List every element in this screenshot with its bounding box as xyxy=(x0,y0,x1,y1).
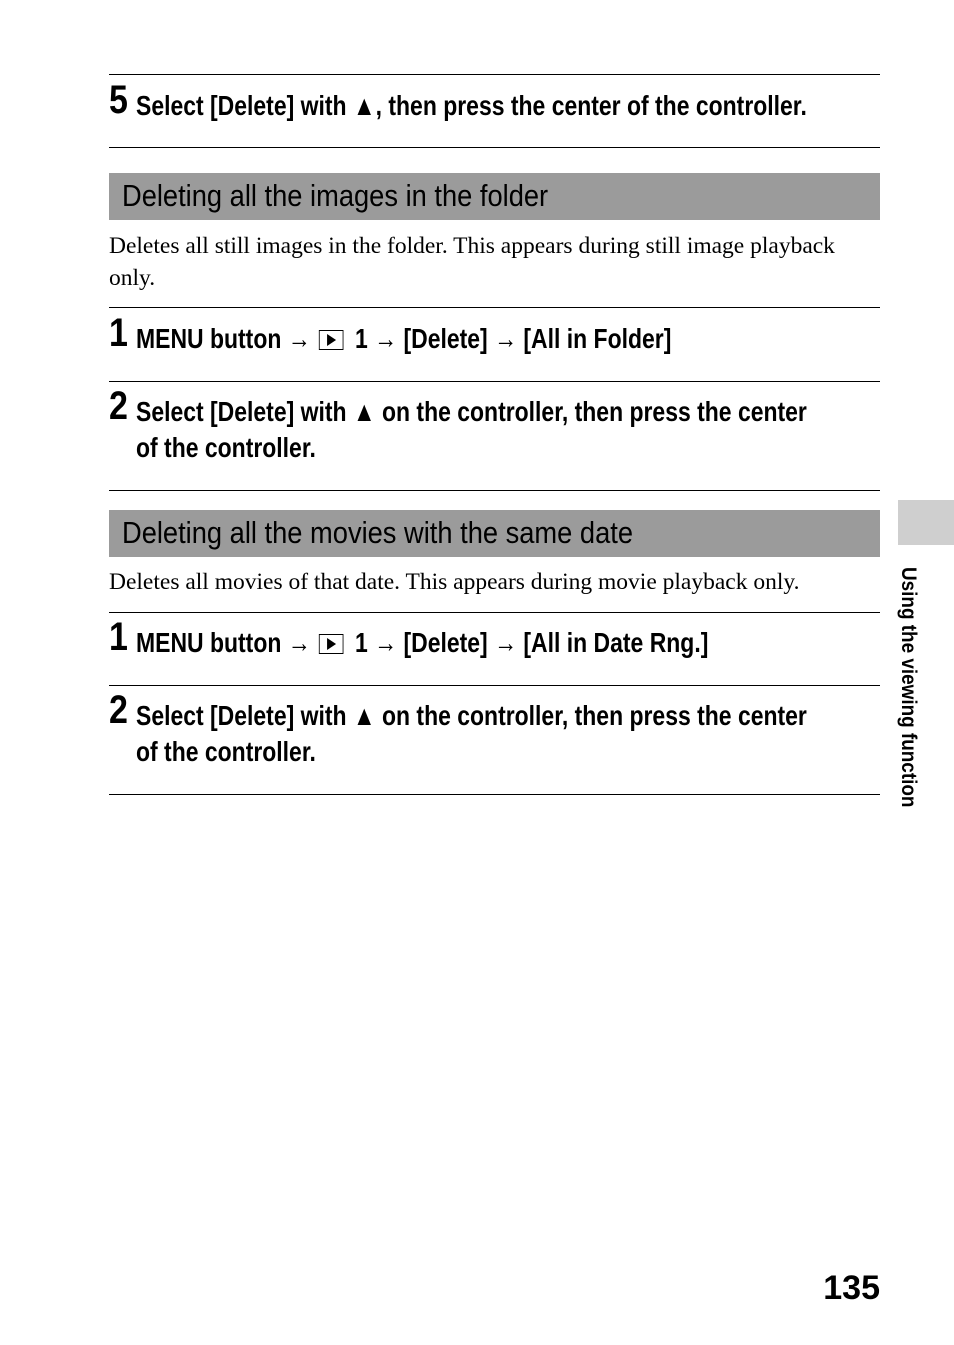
step-text xyxy=(136,321,792,357)
section-description-folder: Deletes all still images in the folder. This appears during still image playback only. xyxy=(109,233,835,291)
divider xyxy=(109,612,880,613)
bottom-rule xyxy=(109,794,880,795)
step-number: 5 xyxy=(109,78,128,122)
divider xyxy=(109,685,880,686)
step-text-line: of the controller. xyxy=(136,432,316,463)
section-heading-text: Deleting all the images in the folder xyxy=(122,178,549,213)
divider xyxy=(109,147,880,148)
step-number: 2 xyxy=(109,688,128,732)
step-text-suffix: 1 → [Delete] → [All in Date Rng.] xyxy=(354,627,709,658)
step-text xyxy=(136,625,792,661)
chapter-label xyxy=(896,567,922,847)
chapter-tab xyxy=(898,500,954,545)
section-heading-folder xyxy=(109,173,880,220)
chapter-label-text: Using the viewing function xyxy=(897,567,920,808)
step-number: 2 xyxy=(109,384,128,428)
step-number: 1 xyxy=(109,311,128,355)
top-rule xyxy=(109,74,880,75)
step-text-suffix: 1 → [Delete] → [All in Folder] xyxy=(354,323,672,354)
playback-icon xyxy=(319,330,344,350)
step-text-prefix: MENU button → xyxy=(136,323,311,354)
page-number: 135 xyxy=(823,1269,880,1307)
step-text-line: Select [Delete] with ▲ on the controller, then press the center xyxy=(136,396,807,427)
section-heading-date xyxy=(109,510,880,557)
step-text-line: of the controller. xyxy=(136,736,316,767)
step-text: Select [Delete] with ▲, then press the center of the controller. xyxy=(136,90,807,121)
divider xyxy=(109,490,880,491)
section-heading-text: Deleting all the movies with the same date xyxy=(122,515,634,550)
step-number: 1 xyxy=(109,615,128,659)
step-text-prefix: MENU button → xyxy=(136,627,311,658)
step-text xyxy=(136,394,807,466)
step-text-line: Select [Delete] with ▲ on the controller, then press the center xyxy=(136,700,807,731)
divider xyxy=(109,307,880,308)
section-description-date: Deletes all movies of that date. This appears during movie playback only. xyxy=(109,569,800,595)
step-text xyxy=(136,698,807,770)
divider xyxy=(109,381,880,382)
playback-icon xyxy=(319,634,344,654)
